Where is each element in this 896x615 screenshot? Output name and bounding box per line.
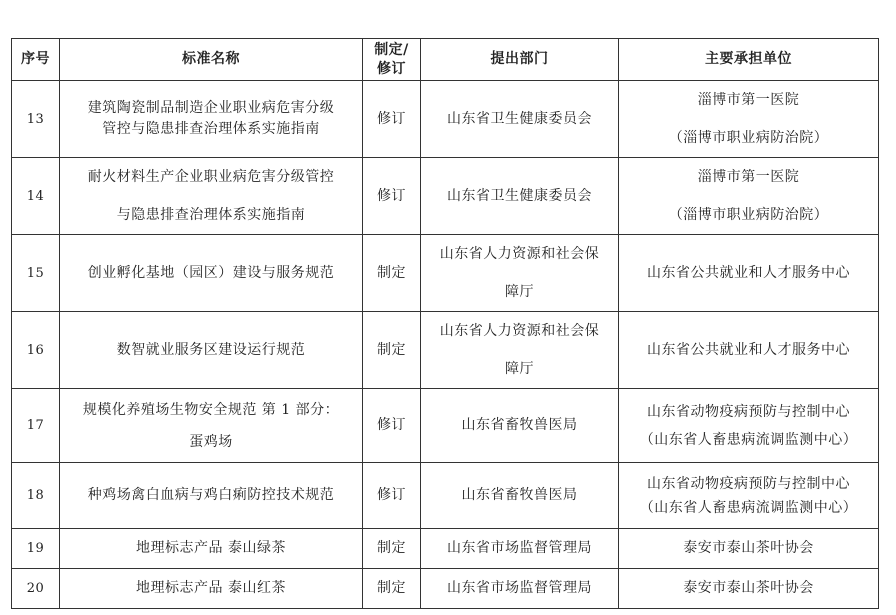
cell-dept xyxy=(421,529,619,569)
cell-name xyxy=(60,312,363,389)
header-dept: 提出部门 xyxy=(421,39,619,81)
header-name: 标准名称 xyxy=(60,39,363,81)
unit-line: 山东省公共就业和人才服务中心 xyxy=(647,341,850,358)
table-row xyxy=(12,235,879,312)
cell-name xyxy=(60,529,363,569)
header-no: 序号 xyxy=(12,39,60,81)
table-row xyxy=(12,569,879,609)
cell-dept xyxy=(421,81,619,158)
cell-type: 修订 xyxy=(363,463,421,529)
cell-dept xyxy=(421,158,619,235)
unit-line: 山东省动物疫病预防与控制中心 xyxy=(647,403,850,420)
cell-dept xyxy=(421,389,619,463)
dept-line: 山东省市场监督管理局 xyxy=(447,580,592,596)
cell-name xyxy=(60,389,363,463)
cell-no: 18 xyxy=(12,463,60,529)
cell-name xyxy=(60,81,363,158)
table-row xyxy=(12,463,879,529)
cell-dept xyxy=(421,569,619,609)
cell-dept: 山东省人力资源和社会保 障厅 xyxy=(421,312,619,389)
cell-unit: 淄博市第一医院 （淄博市职业病防治院） xyxy=(619,158,879,235)
name-line: 种鸡场禽白血病与鸡白痢防控技术规范 xyxy=(87,487,335,503)
header-unit: 主要承担单位 xyxy=(619,39,879,81)
table-row xyxy=(12,389,879,463)
cell-unit xyxy=(619,235,879,312)
cell-no: 15 xyxy=(12,235,60,312)
dept-line: 山东省畜牧兽医局 xyxy=(461,417,578,433)
unit-line: （山东省人畜患病流调监测中心） xyxy=(639,431,858,448)
table-row xyxy=(12,81,879,158)
cell-no: 14 xyxy=(12,158,60,235)
cell-no: 20 xyxy=(12,569,60,609)
cell-unit xyxy=(619,529,879,569)
name-line: 建筑陶瓷制品制造企业职业病危害分级 xyxy=(87,100,335,116)
dept-line: 山东省畜牧兽医局 xyxy=(461,487,578,503)
dept-line: 山东省市场监督管理局 xyxy=(447,540,592,556)
cell-name xyxy=(60,235,363,312)
dept-line: 山东省人力资源和社会保 xyxy=(439,323,600,339)
cell-type: 制定 xyxy=(363,235,421,312)
cell-no: 17 xyxy=(12,389,60,463)
standards-table xyxy=(11,38,879,609)
name-line: 耐火材料生产企业职业病危害分级管控 xyxy=(87,169,335,185)
header-type-line2: 修订 xyxy=(377,60,406,77)
table-row xyxy=(12,312,879,389)
cell-name: 耐火材料生产企业职业病危害分级管控 与隐患排查治理体系实施指南 xyxy=(60,158,363,235)
cell-unit xyxy=(619,569,879,609)
unit-line: 泰安市泰山茶叶协会 xyxy=(683,580,814,596)
cell-name xyxy=(60,569,363,609)
name-line: 地理标志产品 泰山红茶 xyxy=(136,580,286,596)
name-line: 地理标志产品 泰山绿茶 xyxy=(136,540,286,556)
cell-unit xyxy=(619,463,879,529)
unit-line: 泰安市泰山茶叶协会 xyxy=(683,540,814,556)
dept-line: 山东省卫生健康委员会 xyxy=(447,187,592,204)
name-line: 数智就业服务区建设运行规范 xyxy=(116,341,306,358)
name-line: 蛋鸡场 xyxy=(189,433,233,450)
unit-line: 淄博市第一医院 xyxy=(697,92,800,108)
table-header-row xyxy=(12,39,879,81)
cell-unit: 淄博市第一医院 （淄博市职业病防治院） xyxy=(619,81,879,158)
dept-line: 山东省人力资源和社会保 xyxy=(439,246,600,262)
header-type-line1: 制定/ xyxy=(374,41,409,58)
name-line: 管控与隐患排查治理体系实施指南 xyxy=(102,121,320,137)
unit-line: 淄博市第一医院 xyxy=(697,169,800,185)
cell-type: 修订 xyxy=(363,158,421,235)
cell-no: 19 xyxy=(12,529,60,569)
dept-line: 山东省卫生健康委员会 xyxy=(447,110,592,127)
table-row xyxy=(12,529,879,569)
cell-no: 16 xyxy=(12,312,60,389)
table-row xyxy=(12,158,879,235)
cell-name xyxy=(60,463,363,529)
cell-type: 修订 xyxy=(363,389,421,463)
name-line: 创业孵化基地（园区）建设与服务规范 xyxy=(87,264,335,281)
cell-unit xyxy=(619,312,879,389)
cell-dept xyxy=(421,463,619,529)
name-line: 规模化养殖场生物安全规范 第 1 部分： xyxy=(82,401,340,418)
cell-type: 制定 xyxy=(363,312,421,389)
cell-no: 13 xyxy=(12,81,60,158)
cell-type: 修订 xyxy=(363,81,421,158)
cell-unit xyxy=(619,389,879,463)
cell-type: 制定 xyxy=(363,569,421,609)
cell-type: 制定 xyxy=(363,529,421,569)
unit-line: 山东省公共就业和人才服务中心 xyxy=(647,264,850,281)
unit-line: （山东省人畜患病流调监测中心） xyxy=(639,499,858,516)
unit-line: 山东省动物疫病预防与控制中心 xyxy=(647,475,850,492)
cell-dept: 山东省人力资源和社会保 障厅 xyxy=(421,235,619,312)
header-type xyxy=(363,39,421,81)
